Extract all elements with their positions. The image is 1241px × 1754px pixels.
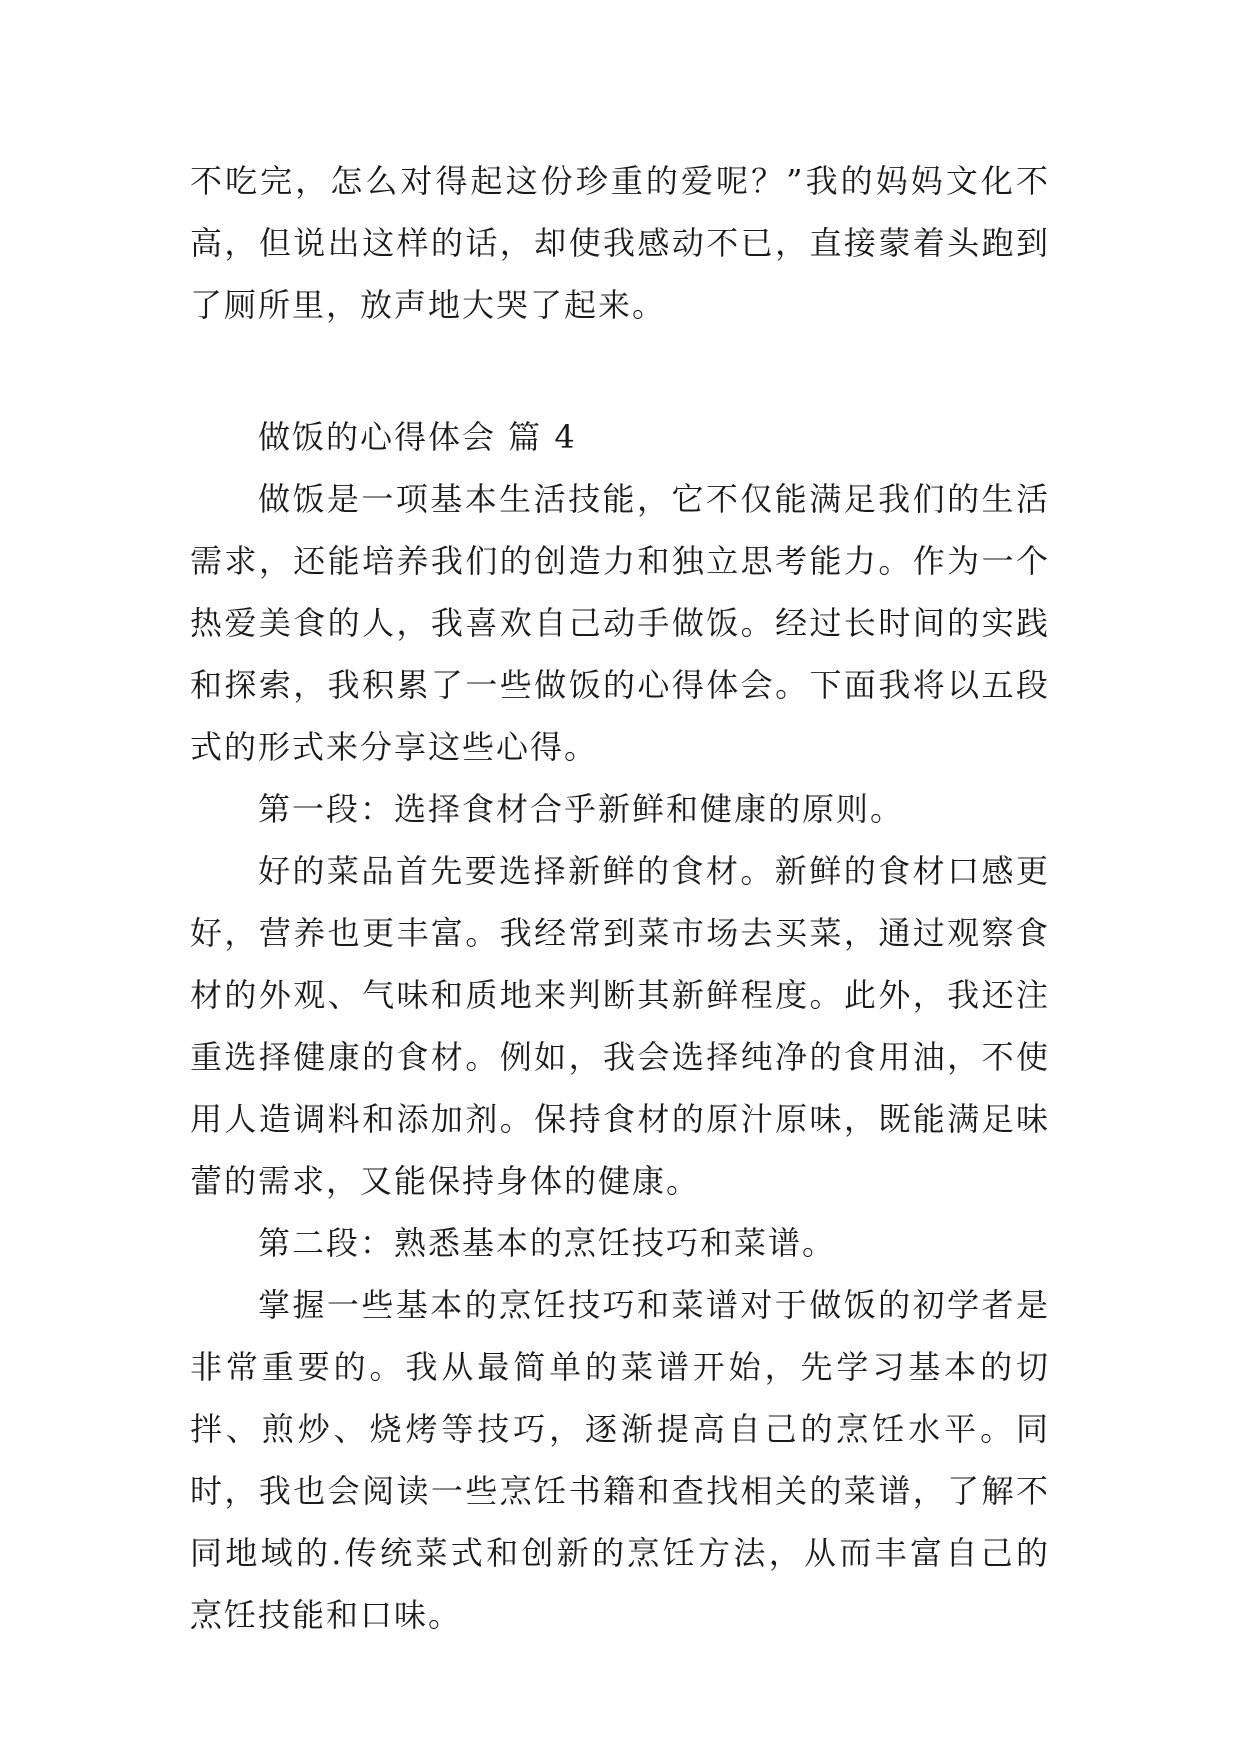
point-1-heading: 第一段：选择食材合乎新鲜和健康的原则。 <box>258 790 905 828</box>
paragraph-cooking-skills: 掌握一些基本的烹饪技巧和菜谱对于做饭的初学者是非常重要的。我从最简单的菜谱开始，先学习基本的切拌、煎炒、烧烤等技巧，逐渐提高自己的烹饪水平。同时，我也会阅读一些烹饪书籍和查找相关的菜谱，了解不同地域的.传统菜式和创新的烹饪方法，从而丰富自己的烹饪技能和口味。 <box>190 1286 1050 1634</box>
paragraph-intro-cooking: 做饭是一项基本生活技能，它不仅能满足我们的生活需求，还能培养我们的创造力和独立思考能力。作为一个热爱美食的人，我喜欢自己动手做饭。经过长时间的实践和探索，我积累了一些做饭的心得体会。下面我将以五段式的形式来分享这些心得。 <box>190 480 1050 766</box>
paragraph-fresh-ingredients: 好的菜品首先要选择新鲜的食材。新鲜的食材口感更好，营养也更丰富。我经常到菜市场去买菜，通过观察食材的外观、气味和质地来判断其新鲜程度。此外，我还注重选择健康的食材。例如，我会选择纯净的食用油，不使用人造调料和添加剂。保持食材的原汁原味，既能满足味蕾的需求，又能保持身体的健康。 <box>190 852 1050 1200</box>
intro-paragraph: 不吃完，怎么对得起这份珍重的爱呢？”我的妈妈文化不高，但说出这样的话，却使我感动不已，直接蒙着头跑到了厕所里，放声地大哭了起来。 <box>190 162 1050 324</box>
document-page <box>190 150 1050 1646</box>
point-2-heading: 第二段：熟悉基本的烹饪技巧和菜谱。 <box>258 1224 837 1262</box>
section-gap <box>190 336 1050 406</box>
section-title: 做饭的心得体会 篇 4 <box>258 418 577 456</box>
